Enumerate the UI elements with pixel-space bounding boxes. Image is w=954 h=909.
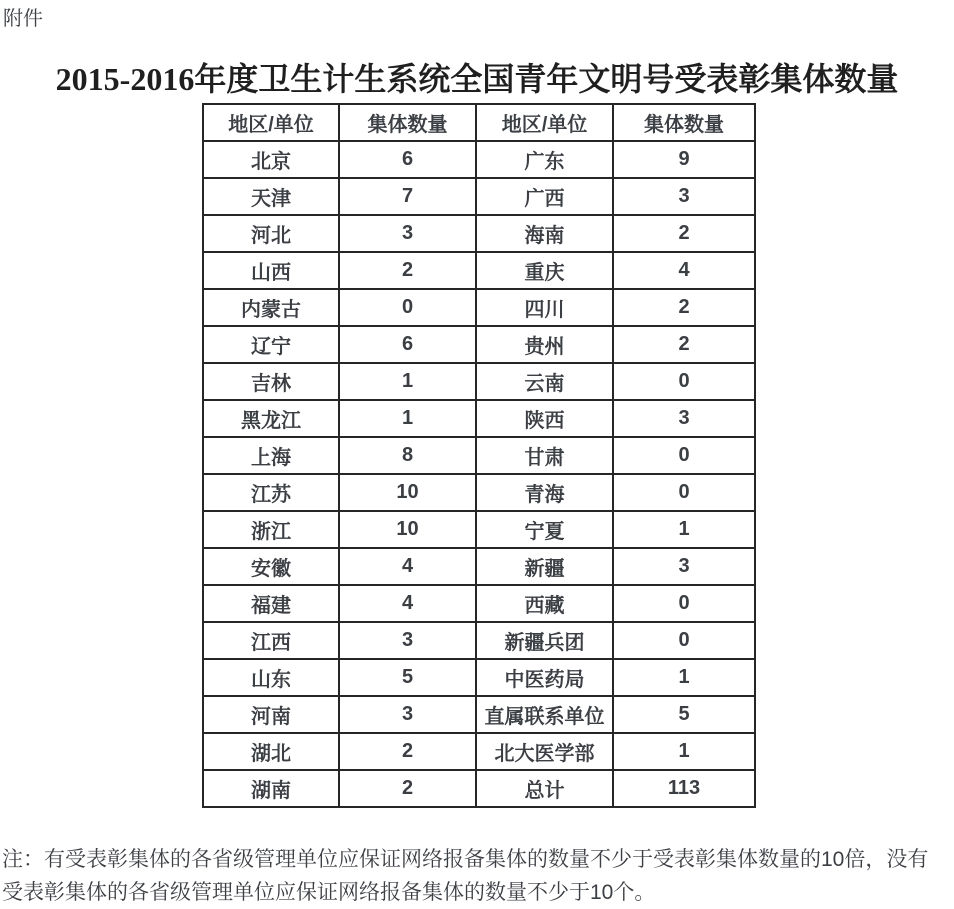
header-region-right: 地区/单位 xyxy=(476,104,613,141)
count-cell: 3 xyxy=(339,215,476,252)
count-cell: 4 xyxy=(339,548,476,585)
region-cell: 甘肃 xyxy=(476,437,613,474)
table-row xyxy=(203,178,755,215)
table-header-row xyxy=(203,104,755,141)
count-cell: 4 xyxy=(339,585,476,622)
count-cell: 3 xyxy=(613,548,755,585)
table-row xyxy=(203,696,755,733)
count-cell: 2 xyxy=(339,770,476,807)
region-cell: 山东 xyxy=(203,659,339,696)
footnote-line-2: 受表彰集体的各省级管理单位应保证网络报备集体的数量不少于10个。 xyxy=(2,881,656,904)
count-cell: 6 xyxy=(339,326,476,363)
count-cell: 2 xyxy=(613,326,755,363)
region-cell: 河南 xyxy=(203,696,339,733)
region-cell: 山西 xyxy=(203,252,339,289)
region-cell: 江西 xyxy=(203,622,339,659)
region-cell: 内蒙古 xyxy=(203,289,339,326)
region-cell: 西藏 xyxy=(476,585,613,622)
region-cell: 贵州 xyxy=(476,326,613,363)
table-row xyxy=(203,437,755,474)
region-cell: 吉林 xyxy=(203,363,339,400)
region-cell: 重庆 xyxy=(476,252,613,289)
region-cell: 黑龙江 xyxy=(203,400,339,437)
region-cell: 北京 xyxy=(203,141,339,178)
count-cell: 2 xyxy=(613,289,755,326)
table-row xyxy=(203,733,755,770)
count-cell: 1 xyxy=(613,733,755,770)
region-cell: 河北 xyxy=(203,215,339,252)
region-cell: 海南 xyxy=(476,215,613,252)
region-cell: 广西 xyxy=(476,178,613,215)
table-row xyxy=(203,770,755,807)
attachment-label: 附件 xyxy=(3,8,43,30)
table-row xyxy=(203,252,755,289)
count-cell: 1 xyxy=(339,363,476,400)
region-cell: 江苏 xyxy=(203,474,339,511)
region-cell: 四川 xyxy=(476,289,613,326)
count-cell: 1 xyxy=(613,511,755,548)
count-cell: 0 xyxy=(613,622,755,659)
table-row xyxy=(203,400,755,437)
table-row xyxy=(203,289,755,326)
awards-table xyxy=(202,103,756,808)
table-row xyxy=(203,585,755,622)
count-cell: 3 xyxy=(339,622,476,659)
region-cell: 广东 xyxy=(476,141,613,178)
count-cell: 1 xyxy=(339,400,476,437)
count-cell: 0 xyxy=(613,474,755,511)
count-cell: 1 xyxy=(613,659,755,696)
region-cell: 中医药局 xyxy=(476,659,613,696)
region-cell: 云南 xyxy=(476,363,613,400)
page-title: 2015-2016年度卫生计生系统全国青年文明号受表彰集体数量 xyxy=(55,61,899,97)
count-cell: 2 xyxy=(339,252,476,289)
count-cell: 7 xyxy=(339,178,476,215)
table-body xyxy=(203,141,755,807)
region-cell: 宁夏 xyxy=(476,511,613,548)
region-cell: 北大医学部 xyxy=(476,733,613,770)
region-cell: 湖南 xyxy=(203,770,339,807)
count-cell: 6 xyxy=(339,141,476,178)
table-row xyxy=(203,622,755,659)
table-header xyxy=(203,104,755,141)
count-cell: 3 xyxy=(613,178,755,215)
header-region-left: 地区/单位 xyxy=(203,104,339,141)
count-cell: 3 xyxy=(613,400,755,437)
region-cell: 安徽 xyxy=(203,548,339,585)
region-cell: 总计 xyxy=(476,770,613,807)
header-count-left: 集体数量 xyxy=(339,104,476,141)
count-cell: 10 xyxy=(339,511,476,548)
count-cell: 3 xyxy=(339,696,476,733)
count-cell: 0 xyxy=(339,289,476,326)
count-cell: 0 xyxy=(613,363,755,400)
count-cell: 0 xyxy=(613,585,755,622)
region-cell: 福建 xyxy=(203,585,339,622)
region-cell: 青海 xyxy=(476,474,613,511)
count-cell: 9 xyxy=(613,141,755,178)
count-cell: 2 xyxy=(613,215,755,252)
count-cell: 2 xyxy=(339,733,476,770)
count-cell: 4 xyxy=(613,252,755,289)
header-count-right: 集体数量 xyxy=(613,104,755,141)
region-cell: 湖北 xyxy=(203,733,339,770)
table-row xyxy=(203,659,755,696)
count-cell: 5 xyxy=(613,696,755,733)
table-row xyxy=(203,363,755,400)
footnote xyxy=(2,843,954,909)
region-cell: 浙江 xyxy=(203,511,339,548)
region-cell: 辽宁 xyxy=(203,326,339,363)
region-cell: 直属联系单位 xyxy=(476,696,613,733)
region-cell: 上海 xyxy=(203,437,339,474)
count-cell: 113 xyxy=(613,770,755,807)
table-row xyxy=(203,511,755,548)
region-cell: 新疆兵团 xyxy=(476,622,613,659)
table-row xyxy=(203,215,755,252)
count-cell: 10 xyxy=(339,474,476,511)
table-row xyxy=(203,548,755,585)
table-row xyxy=(203,474,755,511)
table-row xyxy=(203,141,755,178)
region-cell: 陕西 xyxy=(476,400,613,437)
table-row xyxy=(203,326,755,363)
count-cell: 8 xyxy=(339,437,476,474)
region-cell: 新疆 xyxy=(476,548,613,585)
region-cell: 天津 xyxy=(203,178,339,215)
count-cell: 5 xyxy=(339,659,476,696)
footnote-line-1: 注：有受表彰集体的各省级管理单位应保证网络报备集体的数量不少于受表彰集体数量的10倍，没有 xyxy=(2,848,929,871)
count-cell: 0 xyxy=(613,437,755,474)
